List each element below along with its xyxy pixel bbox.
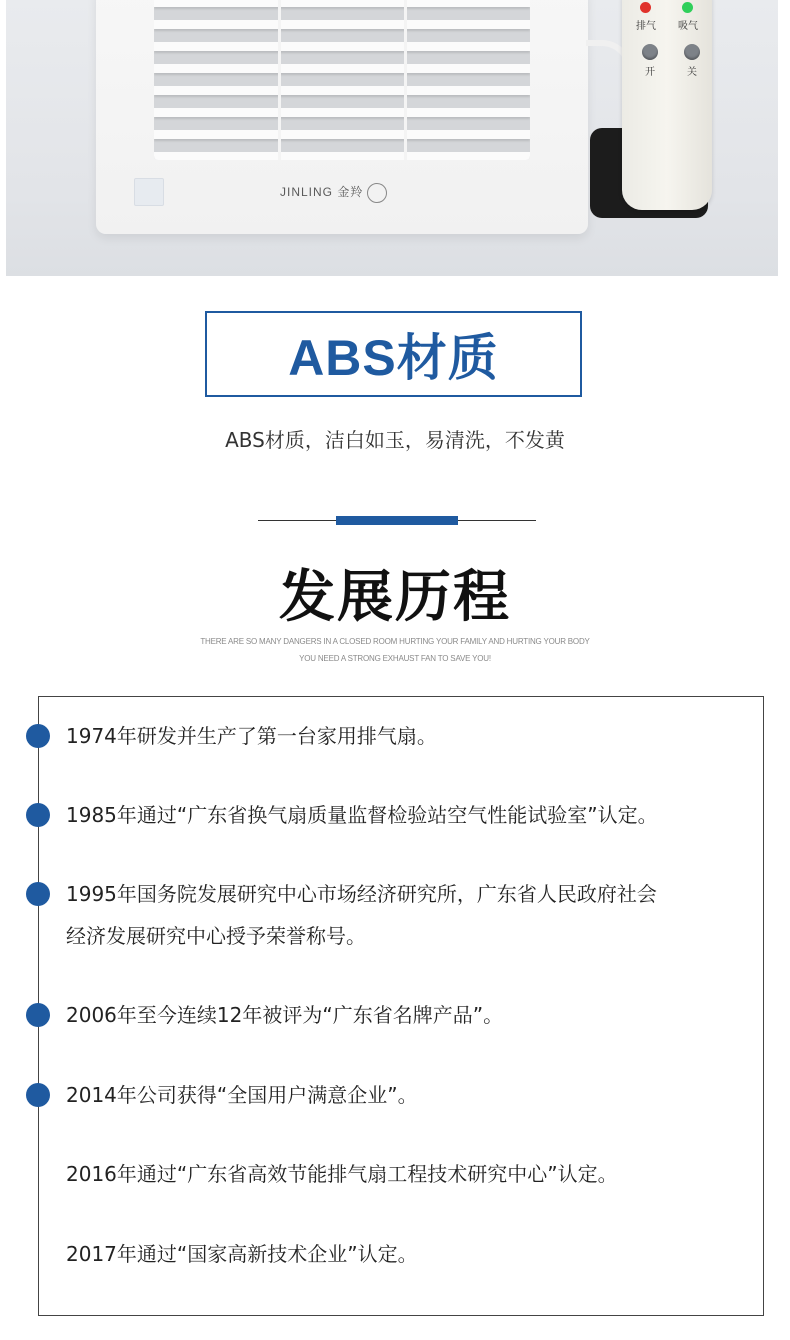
timeline-event-text: 2016年通过“广东省高效节能排气扇工程技术研究中心”认定。 (66, 1162, 618, 1186)
timeline-dot-icon (26, 1003, 50, 1027)
timeline-event-text: 2017年通过“国家高新技术企业”认定。 (66, 1242, 418, 1266)
remote-control (622, 0, 712, 210)
brand-logo (280, 183, 387, 203)
tagline-line-1: THERE ARE SO MANY DANGERS IN A CLOSED ROOM HURTING YOUR FAMILY AND HURTING YOUR BODY (200, 637, 590, 646)
timeline-dot-icon (26, 724, 50, 748)
product-photo (6, 0, 778, 276)
exhaust-fan-body (96, 0, 588, 234)
tagline-line-2: YOU NEED A STRONG EXHAUST FAN TO SAVE YOU! (299, 654, 491, 663)
exhaust-led-icon (640, 2, 651, 13)
timeline-event-text: 2006年至今连续12年被评为“广东省名牌产品”。 (66, 1003, 504, 1027)
brand-seal-icon (367, 183, 387, 203)
fan-grille (154, 0, 530, 160)
timeline-event-text: 1974年研发并生产了第一台家用排气扇。 (66, 724, 437, 748)
abs-title-box (205, 311, 582, 397)
timeline-event-text: 1995年国务院发展研究中心市场经济研究所，广东省人民政府社会 (66, 882, 657, 906)
timeline-event-text: 2014年公司获得“全国用户满意企业”。 (66, 1083, 418, 1107)
on-label: 开 (645, 67, 655, 78)
abs-title: ABS材质 (288, 330, 499, 386)
abs-subtitle: ABS材质，洁白如玉，易清洗，不发黄 (225, 428, 565, 452)
timeline-dot-icon (26, 803, 50, 827)
history-title: 发展历程 (279, 565, 511, 630)
off-label: 关 (687, 67, 697, 78)
on-button (642, 44, 658, 60)
intake-led-icon (682, 2, 693, 13)
timeline-dot-icon (26, 1083, 50, 1107)
brand-text: JINLING 金羚 (280, 185, 364, 200)
timeline-dot-icon (26, 882, 50, 906)
section-divider-accent (336, 516, 458, 525)
exhaust-label: 排气 (636, 21, 656, 32)
timeline-event-text-continued: 经济发展研究中心授予荣誉称号。 (66, 924, 366, 948)
indicator-window (134, 178, 164, 206)
off-button (684, 44, 700, 60)
timeline-event-text: 1985年通过“广东省换气扇质量监督检验站空气性能试验室”认定。 (66, 803, 658, 827)
intake-label: 吸气 (678, 21, 698, 32)
